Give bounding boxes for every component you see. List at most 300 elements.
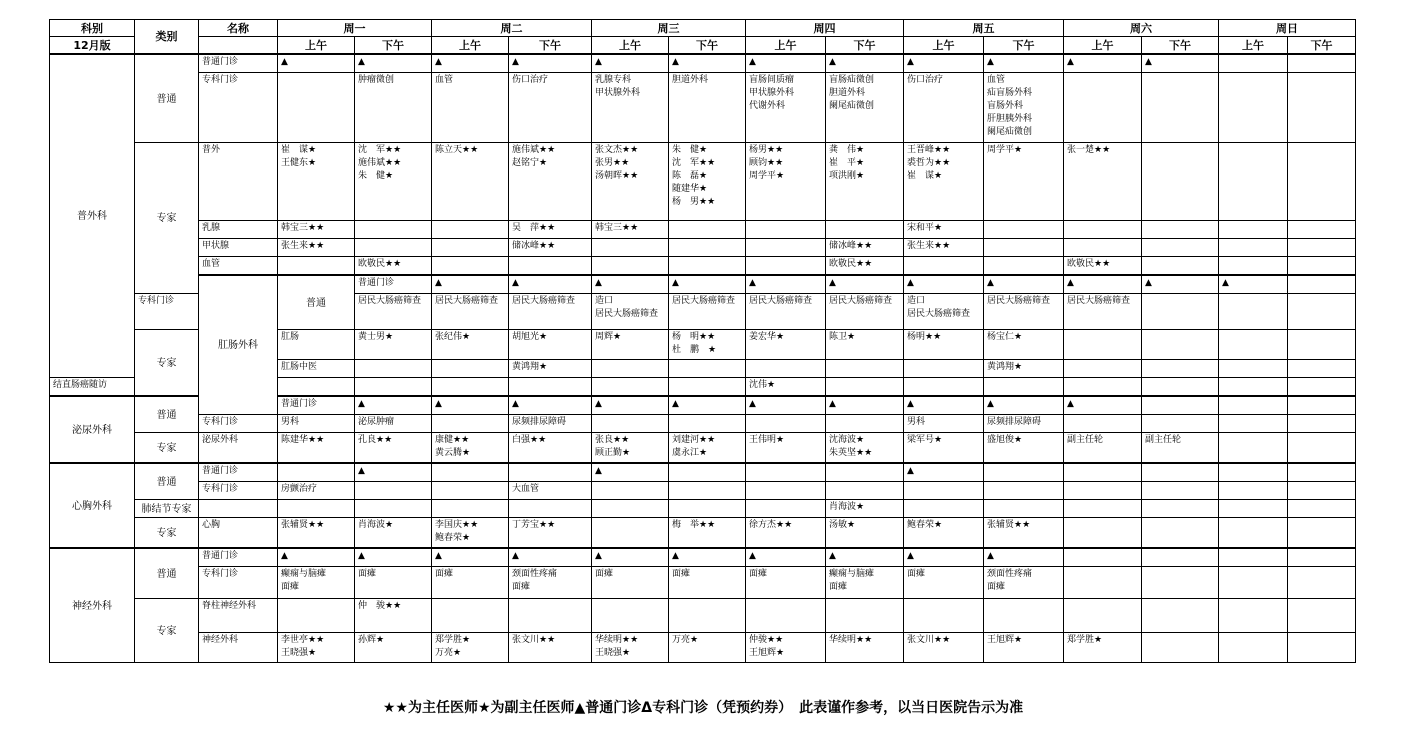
- clinic-name: 普通门诊: [199, 54, 278, 73]
- schedule-cell: 胆道外科: [669, 73, 746, 143]
- schedule-cell: [669, 500, 746, 518]
- schedule-cell: [1142, 221, 1219, 239]
- schedule-cell: 王晋峰★★ 裘哲为★★ 崔 谋★: [904, 143, 984, 221]
- schedule-cell: [984, 463, 1064, 482]
- schedule-cell: [1219, 482, 1288, 500]
- schedule-cell: [1142, 599, 1219, 633]
- schedule-row: [50, 433, 1356, 464]
- schedule-row: [50, 415, 1356, 433]
- schedule-cell: [1219, 567, 1288, 599]
- schedule-cell: [746, 257, 826, 276]
- schedule-cell: [669, 239, 746, 257]
- schedule-cell: 储冰峰★★: [509, 239, 592, 257]
- schedule-cell: 张文川★★: [509, 633, 592, 663]
- schedule-cell: [984, 599, 1064, 633]
- schedule-cell: [826, 378, 904, 397]
- schedule-cell: 吴 萍★★: [509, 221, 592, 239]
- schedule-cell: 面瘫: [746, 567, 826, 599]
- schedule-row: [50, 143, 1356, 221]
- schedule-cell: [1219, 73, 1288, 143]
- schedule-cell: [1219, 221, 1288, 239]
- schedule-cell: 居民大肠癌筛查: [355, 294, 432, 330]
- schedule-cell: 居民大肠癌筛查: [984, 294, 1064, 330]
- schedule-cell: [1219, 518, 1288, 549]
- day-header-mon: 周一: [278, 20, 432, 37]
- schedule-cell: ▲: [509, 548, 592, 567]
- schedule-row: [50, 500, 1356, 518]
- schedule-row: [50, 463, 1356, 482]
- department-name: 普外科: [50, 54, 135, 378]
- schedule-cell: ▲: [432, 54, 509, 73]
- clinic-category: 普通: [135, 54, 199, 143]
- schedule-cell: [1288, 239, 1356, 257]
- clinic-name: 普通门诊: [355, 275, 432, 294]
- schedule-cell: [1142, 143, 1219, 221]
- schedule-row: [50, 482, 1356, 500]
- schedule-cell: 华续明★★: [826, 633, 904, 663]
- schedule-cell: ▲: [826, 275, 904, 294]
- schedule-cell: [1064, 378, 1142, 397]
- schedule-cell: [1288, 330, 1356, 360]
- schedule-row: [50, 73, 1356, 143]
- schedule-cell: [355, 482, 432, 500]
- header-row-ampm: [50, 37, 1356, 55]
- schedule-cell: ▲: [278, 548, 355, 567]
- schedule-cell: [1219, 360, 1288, 378]
- clinic-name: 脊柱神经外科: [199, 599, 278, 633]
- schedule-cell: 郑学胜★: [1064, 633, 1142, 663]
- schedule-cell: [432, 360, 509, 378]
- schedule-cell: 盲肠间质瘤 甲状腺外科 代谢外科: [746, 73, 826, 143]
- schedule-cell: 欧敬民★★: [1064, 257, 1142, 276]
- schedule-cell: [984, 500, 1064, 518]
- schedule-cell: [509, 599, 592, 633]
- schedule-cell: 泌尿肿瘤: [355, 415, 432, 433]
- schedule-cell: [1288, 221, 1356, 239]
- schedule-cell: 郑学胜★ 万亮★: [432, 633, 509, 663]
- schedule-cell: 造口 居民大肠癌筛查: [904, 294, 984, 330]
- schedule-cell: [1288, 433, 1356, 464]
- dept-col-header: 科别: [50, 20, 135, 37]
- schedule-cell: 肖海波★: [355, 518, 432, 549]
- department-name: 肛肠外科: [199, 275, 278, 415]
- day-header-wed: 周三: [592, 20, 746, 37]
- schedule-cell: [1219, 396, 1288, 415]
- schedule-row: [50, 275, 1356, 294]
- schedule-cell: [984, 257, 1064, 276]
- schedule-cell: ▲: [355, 548, 432, 567]
- schedule-cell: ▲: [669, 548, 746, 567]
- schedule-cell: [1142, 378, 1219, 397]
- schedule-cell: ▲: [432, 275, 509, 294]
- schedule-cell: [1288, 275, 1356, 294]
- clinic-category: 普通: [135, 548, 199, 599]
- schedule-cell: [592, 360, 669, 378]
- schedule-cell: ▲: [1219, 275, 1288, 294]
- schedule-cell: ▲: [355, 396, 432, 415]
- schedule-cell: 白强★★: [509, 433, 592, 464]
- schedule-cell: [669, 482, 746, 500]
- department-name: 泌尿外科: [50, 396, 135, 463]
- schedule-cell: [1142, 633, 1219, 663]
- clinic-name: 结直肠癌随访: [50, 378, 135, 397]
- schedule-cell: [1064, 415, 1142, 433]
- schedule-cell: 徐方杰★★: [746, 518, 826, 549]
- schedule-cell: 面瘫: [432, 567, 509, 599]
- schedule-cell: [669, 378, 746, 397]
- schedule-cell: [1064, 221, 1142, 239]
- schedule-cell: [432, 599, 509, 633]
- schedule-cell: [355, 221, 432, 239]
- clinic-category: 专家: [135, 143, 199, 294]
- schedule-cell: [1219, 599, 1288, 633]
- schedule-cell: [1288, 415, 1356, 433]
- clinic-name: 专科门诊: [199, 482, 278, 500]
- schedule-cell: 杨 明★★ 杜 鹏 ★: [669, 330, 746, 360]
- schedule-cell: 孙辉★: [355, 633, 432, 663]
- schedule-cell: [826, 599, 904, 633]
- cat-col-header: 类别: [135, 20, 199, 55]
- schedule-cell: [904, 360, 984, 378]
- schedule-cell: ▲: [1142, 275, 1219, 294]
- legend-note: ★★为主任医师★为副主任医师▲普通门诊Δ专科门诊（凭预约券） 此表谨作参考，以当日医院告示为准: [382, 700, 1024, 716]
- schedule-cell: [592, 599, 669, 633]
- schedule-cell: [1288, 567, 1356, 599]
- schedule-cell: 华续明★★ 王晓强★: [592, 633, 669, 663]
- schedule-cell: ▲: [984, 396, 1064, 415]
- schedule-cell: 张纪伟★: [432, 330, 509, 360]
- schedule-cell: ▲: [746, 54, 826, 73]
- schedule-cell: 陈建华★★: [278, 433, 355, 464]
- schedule-cell: [1142, 548, 1219, 567]
- schedule-cell: 李世亭★★ 王晓强★: [278, 633, 355, 663]
- ampm-header: 下午: [669, 37, 746, 55]
- schedule-cell: [1142, 463, 1219, 482]
- schedule-cell: [278, 73, 355, 143]
- clinic-name: 肛肠中医: [278, 360, 355, 378]
- schedule-cell: [432, 463, 509, 482]
- schedule-cell: [509, 500, 592, 518]
- ampm-header: 上午: [904, 37, 984, 55]
- schedule-cell: [1288, 548, 1356, 567]
- schedule-cell: ▲: [826, 54, 904, 73]
- schedule-cell: [278, 378, 355, 397]
- schedule-cell: 造口 居民大肠癌筛查: [592, 294, 669, 330]
- schedule-cell: 韩宝三★★: [592, 221, 669, 239]
- schedule-cell: [1288, 143, 1356, 221]
- clinic-name: 普通门诊: [199, 463, 278, 482]
- schedule-cell: 张生来★★: [278, 239, 355, 257]
- schedule-cell: [1219, 415, 1288, 433]
- ampm-header: 下午: [826, 37, 904, 55]
- schedule-cell: 仲骏★★ 王旭辉★: [746, 633, 826, 663]
- schedule-cell: [278, 257, 355, 276]
- schedule-cell: [592, 239, 669, 257]
- schedule-cell: 沈海波★ 朱英坚★★: [826, 433, 904, 464]
- department-name: 神经外科: [50, 548, 135, 663]
- day-header-sun: 周日: [1219, 20, 1356, 37]
- clinic-name: 专科门诊: [199, 567, 278, 599]
- schedule-cell: ▲: [669, 396, 746, 415]
- clinic-category: 专家: [135, 330, 199, 397]
- schedule-cell: [1064, 360, 1142, 378]
- schedule-cell: ▲: [669, 54, 746, 73]
- day-header-thu: 周四: [746, 20, 904, 37]
- schedule-cell: 孔良★★: [355, 433, 432, 464]
- schedule-cell: 颈面性疼痛 面瘫: [509, 567, 592, 599]
- schedule-cell: 梁军号★: [904, 433, 984, 464]
- schedule-cell: [984, 482, 1064, 500]
- schedule-cell: 仲 骏★★: [355, 599, 432, 633]
- schedule-cell: [1288, 633, 1356, 663]
- schedule-cell: 杨明★★: [904, 330, 984, 360]
- schedule-cell: 伤口治疗: [509, 73, 592, 143]
- clinic-name: 血管: [199, 257, 278, 276]
- name-col-header: 名称: [199, 20, 278, 37]
- schedule-cell: [826, 360, 904, 378]
- schedule-cell: [1288, 599, 1356, 633]
- clinic-category: 专家: [135, 518, 199, 549]
- schedule-cell: [1142, 567, 1219, 599]
- schedule-row: [50, 567, 1356, 599]
- schedule-cell: [1142, 257, 1219, 276]
- clinic-category: 专家: [135, 599, 199, 663]
- schedule-cell: [509, 378, 592, 397]
- schedule-cell: ▲: [984, 54, 1064, 73]
- schedule-cell: ▲: [509, 396, 592, 415]
- schedule-cell: [1288, 500, 1356, 518]
- schedule-cell: [1288, 257, 1356, 276]
- schedule-cell: [746, 500, 826, 518]
- schedule-cell: [355, 378, 432, 397]
- schedule-cell: [1142, 360, 1219, 378]
- schedule-cell: [669, 360, 746, 378]
- schedule-cell: [592, 378, 669, 397]
- schedule-cell: [432, 415, 509, 433]
- schedule-cell: 鲍春荣★: [904, 518, 984, 549]
- schedule-cell: 张辅贤★★: [278, 518, 355, 549]
- clinic-category: 普通: [135, 463, 199, 500]
- schedule-cell: 癫痫与脑瘫 面瘫: [278, 567, 355, 599]
- schedule-cell: 尿频排尿障碍: [509, 415, 592, 433]
- schedule-cell: [1219, 239, 1288, 257]
- schedule-cell: [746, 221, 826, 239]
- schedule-cell: ▲: [592, 548, 669, 567]
- schedule-cell: [592, 257, 669, 276]
- schedule-cell: 胡旭光★: [509, 330, 592, 360]
- ampm-header: 下午: [1142, 37, 1219, 55]
- schedule-cell: 血管: [432, 73, 509, 143]
- schedule-cell: [1064, 567, 1142, 599]
- schedule-cell: 面瘫: [355, 567, 432, 599]
- schedule-cell: [592, 518, 669, 549]
- clinic-name: 专科门诊: [199, 415, 278, 433]
- schedule-cell: [1142, 73, 1219, 143]
- schedule-cell: 康健★★ 黄云腾★: [432, 433, 509, 464]
- schedule-cell: [1219, 330, 1288, 360]
- schedule-cell: [826, 415, 904, 433]
- schedule-cell: ▲: [592, 396, 669, 415]
- clinic-name: 普通门诊: [199, 548, 278, 567]
- department-name: 心胸外科: [50, 463, 135, 548]
- schedule-cell: [1288, 378, 1356, 397]
- schedule-cell: [904, 500, 984, 518]
- schedule-cell: [1219, 143, 1288, 221]
- schedule-cell: 盛旭俊★: [984, 433, 1064, 464]
- schedule-cell: ▲: [509, 275, 592, 294]
- header-row-days: [50, 20, 1356, 37]
- schedule-cell: 盲肠疝微创 胆道外科 阑尾疝微创: [826, 73, 904, 143]
- clinic-name: 专科门诊: [199, 73, 278, 143]
- schedule-cell: [1142, 239, 1219, 257]
- schedule-cell: 癫痫与脑瘫 面瘫: [826, 567, 904, 599]
- schedule-cell: [1219, 257, 1288, 276]
- schedule-cell: [509, 257, 592, 276]
- schedule-cell: ▲: [432, 396, 509, 415]
- schedule-cell: [1288, 73, 1356, 143]
- schedule-cell: [746, 463, 826, 482]
- schedule-cell: ▲: [592, 463, 669, 482]
- schedule-cell: 大血管: [509, 482, 592, 500]
- schedule-cell: ▲: [984, 275, 1064, 294]
- schedule-cell: ▲: [746, 548, 826, 567]
- schedule-cell: ▲: [904, 54, 984, 73]
- schedule-cell: [1064, 500, 1142, 518]
- clinic-name: 普通门诊: [278, 396, 355, 415]
- schedule-row: [50, 54, 1356, 73]
- ampm-header: 上午: [278, 37, 355, 55]
- schedule-row: [50, 548, 1356, 567]
- schedule-cell: [355, 500, 432, 518]
- schedule-cell: 肿瘤微创: [355, 73, 432, 143]
- schedule-cell: 陈卫★: [826, 330, 904, 360]
- schedule-cell: 刘建河★★ 虞永江★: [669, 433, 746, 464]
- schedule-cell: [592, 500, 669, 518]
- schedule-cell: [592, 482, 669, 500]
- clinic-category: 普通: [278, 275, 355, 330]
- clinic-name: 神经外科: [199, 633, 278, 663]
- clinic-name: 肛肠: [278, 330, 355, 360]
- ampm-header: 下午: [509, 37, 592, 55]
- schedule-cell: [278, 500, 355, 518]
- schedule-cell: [432, 500, 509, 518]
- ampm-header: 上午: [1219, 37, 1288, 55]
- schedule-cell: [746, 599, 826, 633]
- schedule-cell: ▲: [278, 54, 355, 73]
- schedule-cell: ▲: [904, 548, 984, 567]
- schedule-cell: ▲: [669, 275, 746, 294]
- schedule-cell: [746, 482, 826, 500]
- schedule-cell: 姜宏华★: [746, 330, 826, 360]
- schedule-cell: ▲: [1064, 54, 1142, 73]
- schedule-cell: 颈面性疼痛 面瘫: [984, 567, 1064, 599]
- schedule-cell: [1288, 463, 1356, 482]
- schedule-cell: 尿频排尿障碍: [984, 415, 1064, 433]
- schedule-cell: [984, 221, 1064, 239]
- schedule-cell: [1064, 239, 1142, 257]
- schedule-cell: [904, 378, 984, 397]
- schedule-row: [50, 257, 1356, 276]
- schedule-cell: 周辉★: [592, 330, 669, 360]
- schedule-cell: [1142, 500, 1219, 518]
- schedule-cell: 陈立天★★: [432, 143, 509, 221]
- schedule-cell: 黄鸿翔★: [984, 360, 1064, 378]
- schedule-cell: [904, 599, 984, 633]
- schedule-cell: [904, 482, 984, 500]
- schedule-row: [50, 633, 1356, 663]
- schedule-cell: [278, 463, 355, 482]
- schedule-table: [49, 19, 1356, 663]
- schedule-cell: 副主任轮: [1064, 433, 1142, 464]
- clinic-name: 泌尿外科: [199, 433, 278, 464]
- schedule-cell: 居民大肠癌筛查: [669, 294, 746, 330]
- schedule-cell: [1064, 463, 1142, 482]
- schedule-cell: 万亮★: [669, 633, 746, 663]
- schedule-cell: [592, 415, 669, 433]
- schedule-cell: ▲: [1064, 275, 1142, 294]
- schedule-cell: 张一楚★★: [1064, 143, 1142, 221]
- schedule-cell: [432, 257, 509, 276]
- schedule-cell: [432, 221, 509, 239]
- schedule-cell: [1219, 548, 1288, 567]
- schedule-cell: 男科: [278, 415, 355, 433]
- schedule-cell: [669, 599, 746, 633]
- schedule-cell: 杨宝仁★: [984, 330, 1064, 360]
- schedule-cell: [1219, 294, 1288, 330]
- schedule-cell: [1219, 633, 1288, 663]
- schedule-row: [50, 221, 1356, 239]
- schedule-cell: [278, 599, 355, 633]
- ampm-header: 下午: [355, 37, 432, 55]
- schedule-cell: 韩宝三★★: [278, 221, 355, 239]
- schedule-cell: 汤敏★: [826, 518, 904, 549]
- schedule-cell: 沈 军★★ 施伟斌★★ 朱 健★: [355, 143, 432, 221]
- schedule-cell: ▲: [904, 275, 984, 294]
- schedule-cell: ▲: [904, 463, 984, 482]
- ampm-header: 上午: [592, 37, 669, 55]
- schedule-cell: 崔 谋★ 王健东★: [278, 143, 355, 221]
- schedule-cell: [904, 257, 984, 276]
- schedule-cell: 男科: [904, 415, 984, 433]
- schedule-cell: [509, 463, 592, 482]
- schedule-cell: 乳腺专科 甲状腺外科: [592, 73, 669, 143]
- schedule-cell: ▲: [432, 548, 509, 567]
- schedule-cell: [1064, 599, 1142, 633]
- schedule-cell: ▲: [1064, 396, 1142, 415]
- schedule-cell: [746, 415, 826, 433]
- schedule-cell: [1288, 54, 1356, 73]
- schedule-cell: [669, 221, 746, 239]
- schedule-cell: 面瘫: [592, 567, 669, 599]
- schedule-cell: 居民大肠癌筛查: [432, 294, 509, 330]
- schedule-cell: 副主任轮: [1142, 433, 1219, 464]
- schedule-cell: ▲: [355, 463, 432, 482]
- schedule-cell: [1064, 482, 1142, 500]
- schedule-cell: 居民大肠癌筛查: [746, 294, 826, 330]
- schedule-cell: [746, 239, 826, 257]
- schedule-cell: [826, 463, 904, 482]
- schedule-cell: ▲: [1142, 54, 1219, 73]
- schedule-cell: [355, 239, 432, 257]
- schedule-cell: 周学平★: [984, 143, 1064, 221]
- schedule-cell: ▲: [904, 396, 984, 415]
- schedule-cell: 房颤治疗: [278, 482, 355, 500]
- schedule-cell: [1219, 378, 1288, 397]
- schedule-cell: 王旭辉★: [984, 633, 1064, 663]
- schedule-cell: 肖海波★: [826, 500, 904, 518]
- schedule-cell: [1064, 330, 1142, 360]
- schedule-cell: 黄鸿翔★: [509, 360, 592, 378]
